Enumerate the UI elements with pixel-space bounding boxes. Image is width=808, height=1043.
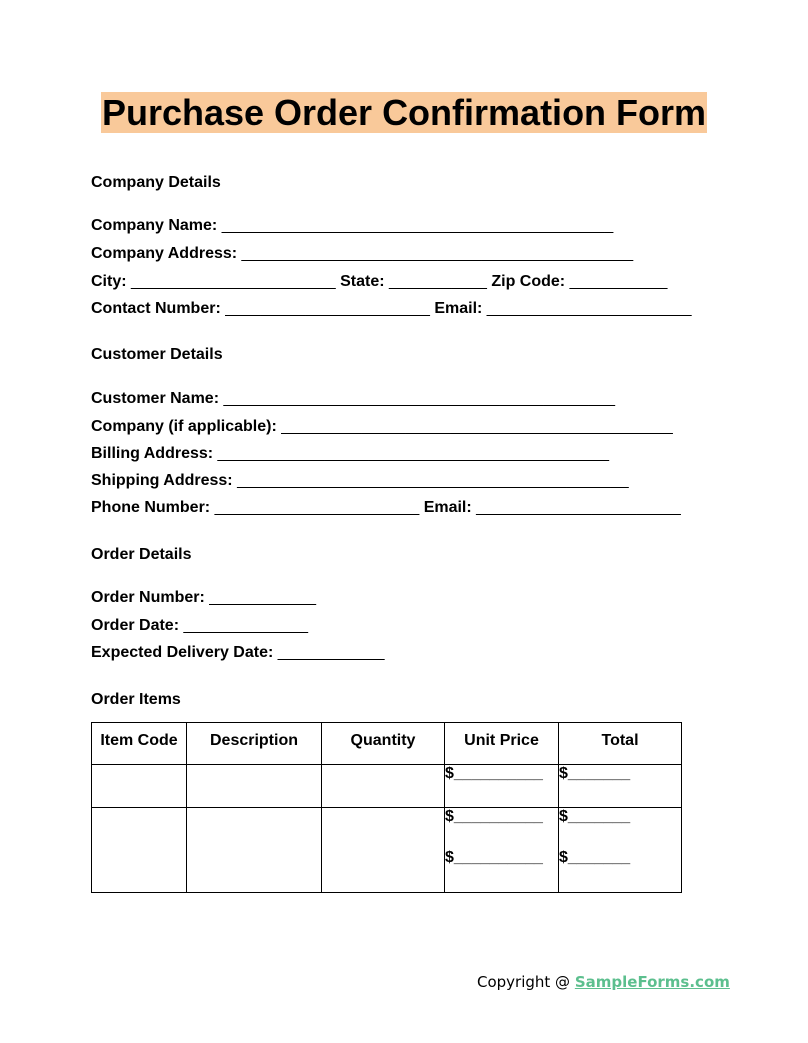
unit-price-blank[interactable]: $__________: [445, 808, 543, 825]
customer-company-label: Company (if applicable):: [91, 418, 277, 435]
company-address-field[interactable]: [91, 245, 633, 263]
company-address-blank[interactable]: ____________________________________________: [237, 245, 634, 262]
city-blank[interactable]: _______________________: [126, 273, 341, 290]
description-cell[interactable]: [187, 765, 322, 808]
order-date-blank[interactable]: ______________: [179, 617, 309, 634]
table-row: [92, 808, 682, 893]
contact-email-row: [91, 300, 691, 318]
column-header-quantity: Quantity: [322, 723, 445, 765]
total-blank[interactable]: $_______: [559, 765, 631, 782]
form-title: Purchase Order Confirmation Form: [101, 92, 707, 133]
total-blank[interactable]: $_______: [559, 849, 631, 866]
customer-company-field[interactable]: [91, 418, 673, 436]
section-heading-company: Company Details: [91, 174, 221, 191]
contact-number-blank[interactable]: _______________________: [220, 300, 435, 317]
state-label: State:: [340, 273, 385, 290]
order-date-field[interactable]: [91, 617, 308, 635]
section-heading-order: Order Details: [91, 546, 192, 563]
shipping-address-label: Shipping Address:: [91, 472, 233, 489]
order-number-field[interactable]: [91, 589, 316, 607]
quantity-cell[interactable]: [322, 808, 445, 893]
total-cell[interactable]: [559, 765, 682, 808]
unit-price-blank[interactable]: $__________: [445, 765, 543, 782]
customer-name-blank[interactable]: ____________________________________________: [219, 390, 616, 407]
company-email-blank[interactable]: _______________________: [482, 300, 692, 317]
customer-name-label: Customer Name:: [91, 390, 220, 407]
state-blank[interactable]: ___________: [384, 273, 492, 290]
column-header-unit-price: Unit Price: [445, 723, 559, 765]
billing-address-field[interactable]: [91, 445, 609, 463]
customer-name-field[interactable]: [91, 390, 615, 408]
phone-number-blank[interactable]: _______________________: [210, 499, 424, 516]
order-items-table: [91, 722, 682, 893]
sampleforms-link[interactable]: SampleForms.com: [574, 973, 730, 991]
delivery-date-field[interactable]: [91, 644, 385, 662]
city-label: City:: [91, 273, 127, 290]
description-cell[interactable]: [187, 808, 322, 893]
copyright-text: Copyright @: [477, 973, 575, 991]
quantity-cell[interactable]: [322, 765, 445, 808]
order-date-label: Order Date:: [91, 617, 180, 634]
zip-blank[interactable]: ___________: [565, 273, 668, 290]
unit-price-blank[interactable]: $__________: [445, 849, 543, 866]
table-header-row: [92, 723, 682, 765]
footer-copyright: [477, 973, 730, 991]
table-row: [92, 765, 682, 808]
company-name-label: Company Name:: [91, 217, 218, 234]
total-cell[interactable]: [559, 808, 682, 893]
billing-address-label: Billing Address:: [91, 445, 214, 462]
section-heading-items: Order Items: [91, 691, 181, 708]
item-code-cell[interactable]: [92, 808, 187, 893]
column-header-item-code: Item Code: [92, 723, 187, 765]
shipping-address-field[interactable]: [91, 472, 629, 490]
zip-label: Zip Code:: [491, 273, 566, 290]
company-email-label: Email:: [434, 300, 483, 317]
phone-number-label: Phone Number:: [91, 499, 211, 516]
order-number-blank[interactable]: ____________: [204, 589, 317, 606]
title-wrapper: [0, 92, 808, 133]
customer-email-label: Email:: [423, 499, 472, 516]
total-blank[interactable]: $_______: [559, 808, 631, 825]
order-number-label: Order Number:: [91, 589, 205, 606]
item-code-cell[interactable]: [92, 765, 187, 808]
shipping-address-blank[interactable]: ____________________________________________: [232, 472, 629, 489]
unit-price-cell[interactable]: [445, 765, 559, 808]
column-header-description: Description: [187, 723, 322, 765]
billing-address-blank[interactable]: ____________________________________________: [213, 445, 610, 462]
contact-number-label: Contact Number:: [91, 300, 221, 317]
delivery-date-label: Expected Delivery Date:: [91, 644, 274, 661]
delivery-date-blank[interactable]: ____________: [273, 644, 385, 661]
column-header-total: Total: [559, 723, 682, 765]
city-state-zip-row: [91, 273, 667, 291]
section-heading-customer: Customer Details: [91, 346, 223, 363]
company-name-field[interactable]: [91, 217, 613, 235]
customer-email-blank[interactable]: _______________________: [471, 499, 681, 516]
phone-email-row: [91, 499, 681, 517]
company-address-label: Company Address:: [91, 245, 238, 262]
customer-company-blank[interactable]: ____________________________________________: [276, 418, 673, 435]
company-name-blank[interactable]: ____________________________________________: [217, 217, 614, 234]
unit-price-cell[interactable]: [445, 808, 559, 893]
